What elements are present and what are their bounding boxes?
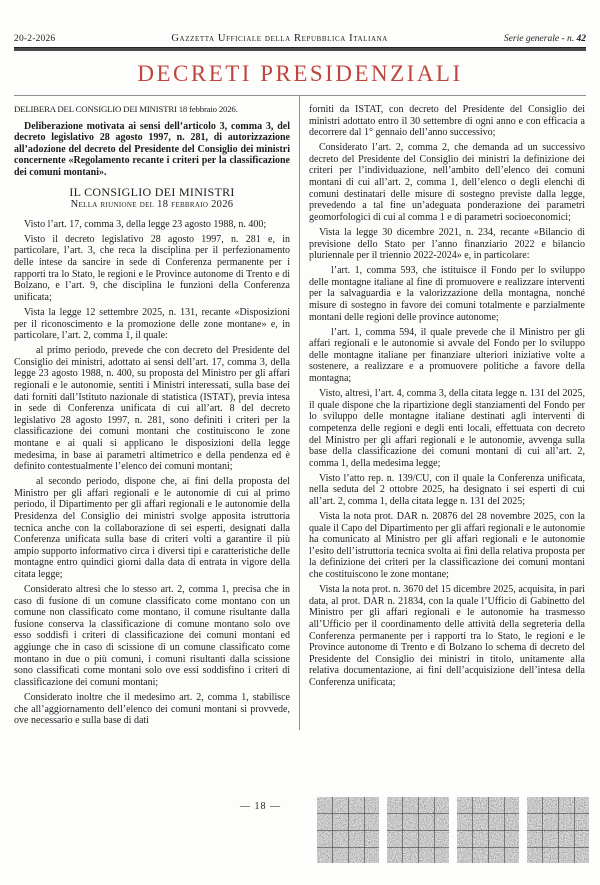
series-number: 42 bbox=[576, 34, 586, 44]
paragraph: al secondo periodo, dispone che, ai fini della proposta del Ministro per gli affari regionali e le autonomie di cui al primo periodo, il Dipartimento per gli affari regionali e le autonomie della Presidenza del Consiglio dei ministri svolge apposita istruttoria tecnica anche con la collaborazione di sei esperti, designati dalla Conferenza unificata sulla base di criteri volti a garantire il più ampio supporto informativo circa i diversi tipi e caratteristiche delle montagne entro quindici giorni dalla data di entrata in vigore della citata legge; bbox=[14, 476, 290, 580]
right-column bbox=[299, 96, 585, 730]
decree-abstract: Deliberazione motivata ai sensi dell’articolo 3, comma 3, del decreto legislativo 28 agosto 1997, n. 281, di autorizzazione all’adozione del decreto del Presidente del Consiglio dei ministri concernente «Regolamento recante i criteri per la classificazione dei comuni montani». bbox=[14, 120, 290, 178]
paragraph: Considerato altresì che lo stesso art. 2, comma 1, precisa che in caso di fusione di un comune classificato come montano con un comune non classificato come montano, il comune risultante dalla fusione conserva la classificazione di comune montano solo ove esso soddisfi i criteri di classificazione dei comuni montani ed aggiunge che in caso di scissione di un comune classificato come montano in due o più comuni, i comuni risultanti dalla scissione sono classificati come montani solo ove essi soddisfino i criteri di classificazione dei comuni montani; bbox=[14, 584, 290, 688]
paragraph: al primo periodo, prevede che con decreto del Presidente del Consiglio dei ministri, adottato ai sensi dell’art. 17, comma 3, della legge 23 agosto 1988, n. 400, su proposta del Ministro per gli affari regionali e le autonomie, sentiti i Ministri interessati, sulla base dei dati forniti dall’Istituto nazionale di statistica (ISTAT), previa intesa in sede di Conferenza unificata di cui all’art. 8 del decreto legislativo 28 agosto 1997, n. 281, sono definiti i criteri per la classificazione dei comuni montani che costituiscono le zone montane e ai quali si applicano le disposizioni della legge medesima, in base ai parametri altimetrico e della pendenza ed è definito contestualmente l’elenco dei comuni montani; bbox=[14, 345, 290, 473]
scan-noise-block bbox=[457, 797, 519, 863]
paragraph: Considerato inoltre che il medesimo art. 2, comma 1, stabilisce che all’aggiornamento dell’elenco dei comuni montani si provvede, ove necessario e sulla base di dati bbox=[14, 691, 290, 727]
scan-artifact-row bbox=[317, 797, 589, 863]
masthead-title: Gazzetta Ufficiale della Repubblica Italiana bbox=[171, 33, 388, 44]
paragraph: Vista la nota prot. DAR n. 20876 del 28 novembre 2025, con la quale il Capo del Dipartimento per gli affari regionali e le autonomie ha comunicato al Ministro per gli affari regionali e le autonomie l’esito dell’istruttoria tecnica svolta ai fini della relativa proposta per la definizione dei criteri per la classificazione dei comuni montani che costituiscono le zone montane; bbox=[309, 511, 585, 581]
body-subtitle: Nella riunione del 18 febbraio 2026 bbox=[70, 199, 234, 211]
series-separator: - n. bbox=[559, 34, 577, 44]
body-title: IL CONSIGLIO DEI MINISTRI bbox=[69, 184, 235, 199]
paragraph: Vista la legge 12 settembre 2025, n. 131, recante «Disposizioni per il riconoscimento e la promozione delle zone montane» e, in particolare, l’art. 2, comma 1, il quale: bbox=[14, 306, 290, 342]
series-label: Serie generale bbox=[503, 34, 560, 44]
page-header bbox=[0, 0, 600, 44]
section-title: DECRETI PRESIDENZIALI bbox=[137, 61, 463, 86]
paragraph: l’art. 1, comma 593, che istituisce il Fondo per lo sviluppo delle montagne italiane al fine di promuovere e realizzare interventi per la salvaguardia e la valorizzazione della montagna, nonché misure di sostegno in favore dei comuni totalmente e parzialmente montani delle regioni delle province autonome; bbox=[309, 265, 585, 323]
series-info bbox=[504, 34, 586, 44]
header-rule bbox=[14, 47, 586, 51]
paragraph: l’art. 1, comma 594, il quale prevede che il Ministro per gli affari regionali e le autonomie si avvale del Fondo per lo sviluppo delle montagne italiane per finanziare ulteriori iniziative volte a sostenere, a realizzare e a promuovere politiche a favore della montagna; bbox=[309, 326, 585, 385]
issue-date: 20-2-2026 bbox=[14, 34, 56, 44]
paragraph: Visto l’art. 17, comma 3, della legge 23 agosto 1988, n. 400; bbox=[24, 218, 267, 230]
left-column bbox=[14, 96, 299, 730]
document-body bbox=[0, 96, 600, 730]
paragraph: Visto l’atto rep. n. 139/CU, con il quale la Conferenza unificata, nella seduta del 2 ottobre 2025, ha designato i sei esperti di cui all’art. 2, comma 1, della citata legge n. 131 del 2025; bbox=[309, 472, 585, 507]
scan-noise-block bbox=[317, 797, 379, 863]
paragraph: Vista la nota prot. n. 3670 del 15 dicembre 2025, acquisita, in pari data, al prot. DAR n. 21834, con la quale l’Ufficio di Gabinetto del Ministro per gli affari regionali e le autonomie ha trasmesso all’Ufficio per il coordinamento delle attività della segreteria della Conferenza permanente per i rapporti tra lo Stato, le regioni e le Province autonome di Trento e di Bolzano lo schema di decreto del Presidente del Consiglio dei ministri in titolo, unitamente alla relativa documentazione, ai fini dell’acquisizione dell’intesa della Conferenza unificata; bbox=[309, 584, 585, 688]
paragraph: Considerato l’art. 2, comma 2, che demanda ad un successivo decreto del Presidente del Consiglio dei ministri la definizione dei criteri per l’individuazione, nell’ambito dell’elenco dei comuni montani di cui all’art. 2, comma 1, dell’elenco o degli elenchi di comuni destinatari delle misure di sostegno previste dalla legge, prevedendo a tal fine un’adeguata ponderazione dei parametri geomorfologici di cui al comma 1 e di parametri socioeconomici; bbox=[309, 142, 585, 223]
paragraph: Vista la legge 30 dicembre 2021, n. 234, recante «Bilancio di previsione dello Stato per l’anno finanziario 2022 e bilancio pluriennale per il triennio 2022-2024» e, in particolare: bbox=[309, 226, 585, 262]
paragraph: Visto, altresì, l’art. 4, comma 3, della citata legge n. 131 del 2025, il quale dispone che la ripartizione degli stanziamenti del Fondo per lo sviluppo delle montagne italiane destinati agli interventi di competenza delle regioni e degli enti locali, effettuata con decreto del Ministro per gli affari regionali e le autonomie, avvenga sulla base della classificazione dei comuni montani di cui all’art. 2, comma 1, della medesima legge; bbox=[309, 388, 585, 469]
decree-heading: DELIBERA DEL CONSIGLIO DEI MINISTRI 18 febbraio 2026. bbox=[14, 104, 238, 114]
page-footer bbox=[0, 797, 600, 877]
scan-noise-block bbox=[527, 797, 589, 863]
page-number: — 18 — bbox=[240, 801, 281, 812]
scan-noise-block bbox=[387, 797, 449, 863]
paragraph: forniti da ISTAT, con decreto del Presidente del Consiglio dei ministri adottato entro il 30 settembre di ogni anno e con efficacia a decorrere dal 1° gennaio dell’anno successivo; bbox=[309, 104, 585, 139]
paragraph: Visto il decreto legislativo 28 agosto 1997, n. 281 e, in particolare, l’art. 3, che reca la disciplina per il perfezionamento delle intese da sancire in sede di Conferenza permanente per i rapporti tra lo Stato, le regioni e le Province autonome di Trento e di Bolzano, e l’art. 9, che disciplina le funzioni della Conferenza unificata; bbox=[14, 233, 290, 303]
